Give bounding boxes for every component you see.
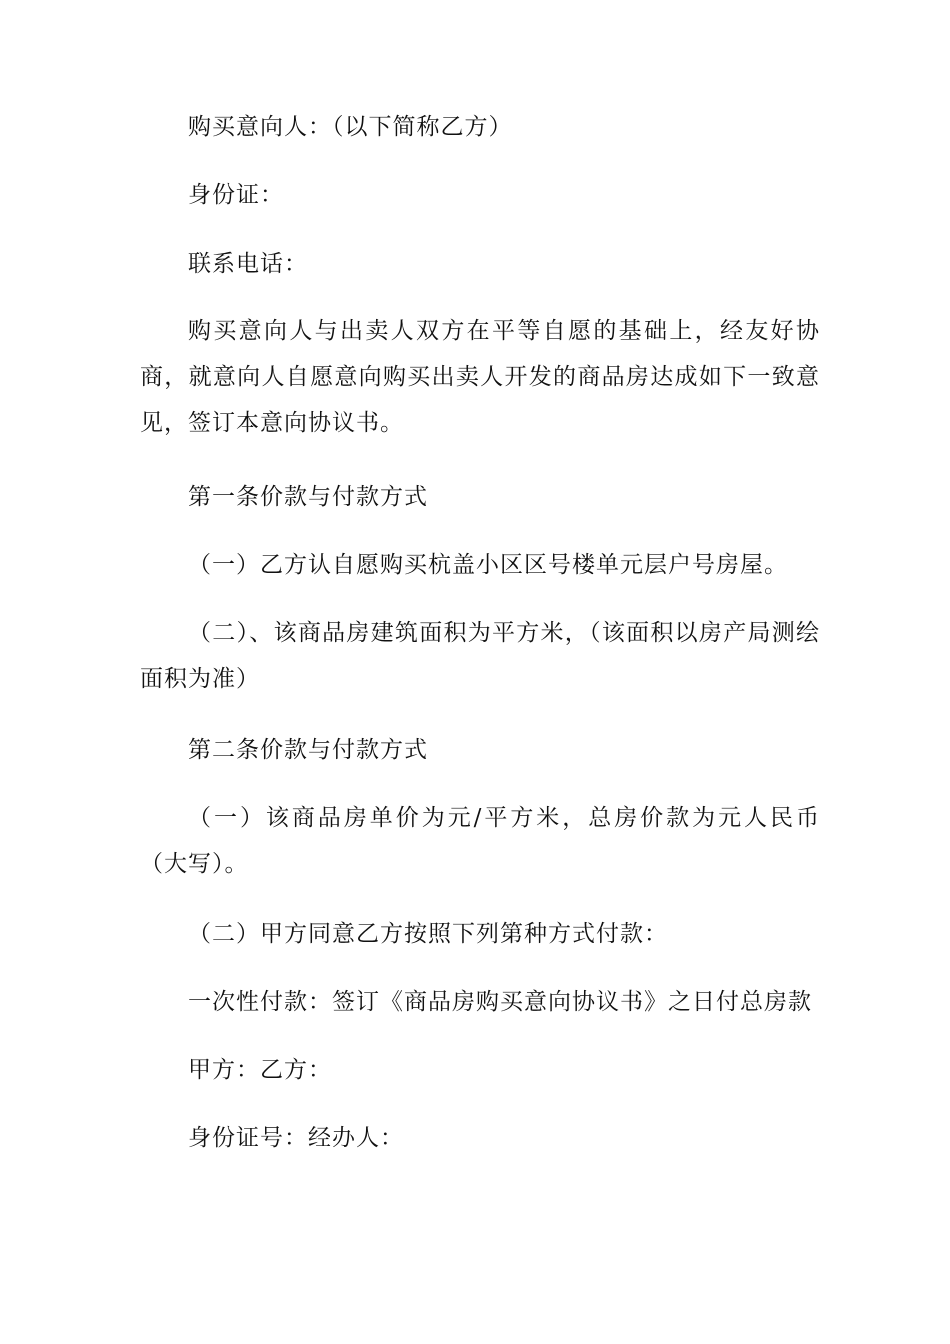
- intro-paragraph: 购买意向人与出卖人双方在平等自愿的基础上，经友好协商，就意向人自愿意向购买出卖人开发的商品房达成如下一致意见，签订本意向协议书。: [140, 318, 820, 436]
- article-one-heading: 第一条价款与付款方式: [188, 484, 428, 510]
- signature-parties-line: 甲方：乙方：: [188, 1057, 332, 1083]
- buyer-line: 购买意向人：（以下简称乙方）: [188, 114, 513, 140]
- article-two-heading: 第二条价款与付款方式: [188, 737, 428, 763]
- article-two-item-2: （二）甲方同意乙方按照下列第种方式付款：: [188, 921, 668, 947]
- phone-line: 联系电话：: [188, 251, 308, 277]
- id-card-line: 身份证：: [188, 182, 284, 208]
- lump-sum-payment-line: 一次性付款：签订《商品房购买意向协议书》之日付总房款: [188, 989, 812, 1015]
- article-two-item-1: （一）该商品房单价为元/平方米，总房价款为元人民币（大写）。: [140, 805, 820, 877]
- article-one-item-1: （一）乙方认自愿购买杭盖小区区号楼单元层户号房屋。: [188, 552, 788, 578]
- id-number-agent-line: 身份证号：经办人：: [188, 1125, 404, 1151]
- article-one-item-2: （二）、该商品房建筑面积为平方米，（该面积以房产局测绘面积为准）: [140, 620, 820, 692]
